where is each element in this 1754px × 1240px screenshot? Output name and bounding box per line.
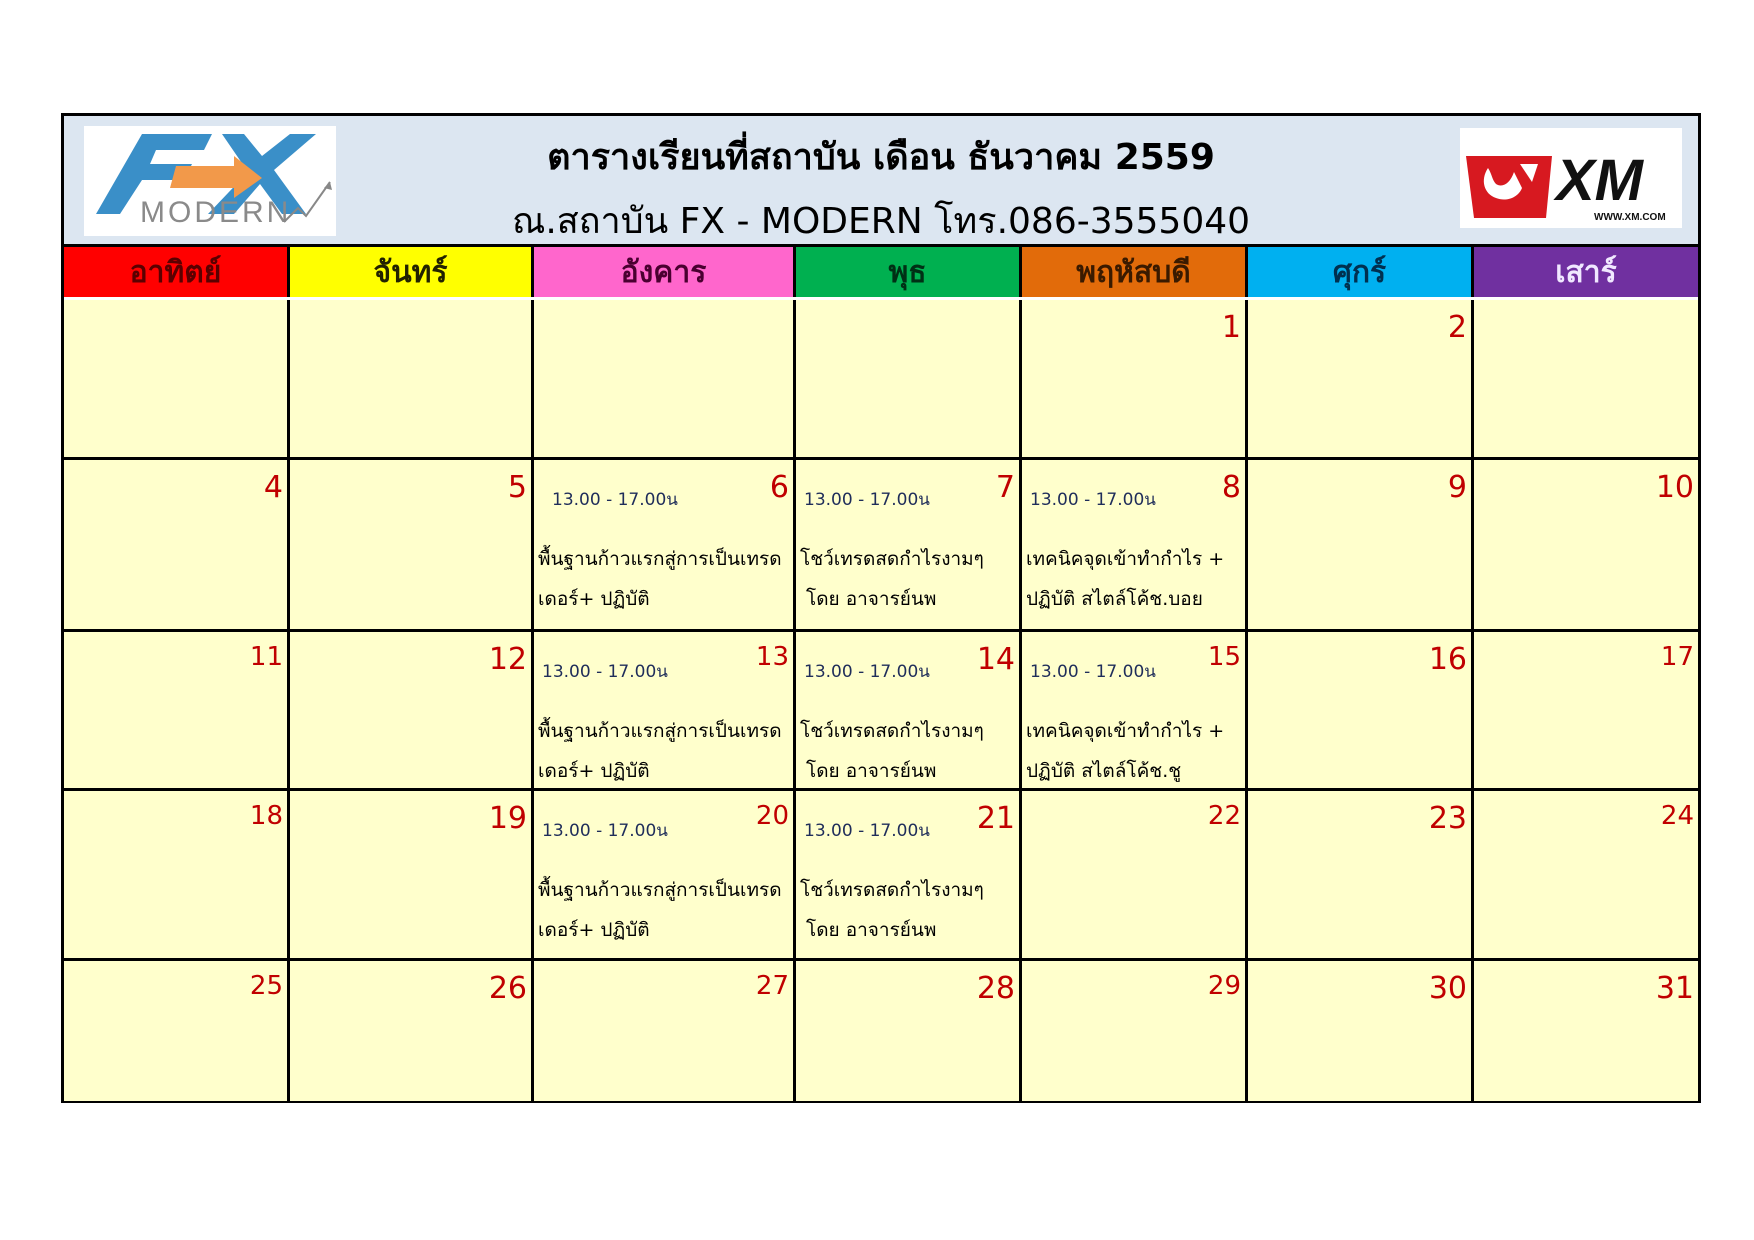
day-number: 21 (976, 801, 1015, 836)
class-time: 13.00 - 17.00น (542, 662, 668, 682)
class-detail: เดอร์+ ปฏิบัติ (538, 588, 650, 610)
class-time: 13.00 - 17.00น (1030, 490, 1156, 510)
weekday-header-row (64, 244, 1698, 306)
day-cell (1474, 300, 1698, 457)
class-time: 13.00 - 17.00น (804, 821, 930, 841)
day-cell (290, 961, 534, 1101)
class-detail: ปฏิบัติ สไตล์โค้ช.บอย (1026, 588, 1203, 610)
day-cell (64, 460, 290, 629)
day-number: 17 (1660, 642, 1694, 672)
day-cell (534, 791, 796, 958)
class-time: 13.00 - 17.00น (804, 490, 930, 510)
day-cell (64, 300, 290, 457)
day-cell (290, 460, 534, 629)
calendar (61, 113, 1701, 1103)
day-cell (1474, 791, 1698, 958)
day-cell (796, 791, 1022, 958)
class-detail: โดย อาจารย์นพ (806, 919, 937, 941)
class-title: โชว์เทรดสดกำไรงามๆ (800, 548, 984, 570)
day-cell (1022, 961, 1248, 1101)
day-cell (796, 300, 1022, 457)
week-row (64, 460, 1698, 632)
day-number: 23 (1428, 801, 1467, 836)
week-row (64, 961, 1698, 1104)
day-cell (1474, 632, 1698, 788)
class-time: 13.00 - 17.00น (1030, 662, 1156, 682)
day-cell (1022, 300, 1248, 457)
day-number: 30 (1428, 971, 1467, 1006)
day-cell (1474, 961, 1698, 1101)
weekday-thursday: พฤหัสบดี (1022, 247, 1248, 297)
day-number: 10 (1655, 470, 1694, 505)
weekday-tuesday: อังคาร (534, 247, 796, 297)
day-cell (1248, 460, 1474, 629)
weekday-sunday: อาทิตย์ (64, 247, 290, 297)
weekday-wednesday: พุธ (796, 247, 1022, 297)
day-cell (796, 632, 1022, 788)
day-number: 24 (1660, 801, 1694, 831)
day-cell (64, 791, 290, 958)
xm-logo (1460, 128, 1682, 228)
xm-logo-icon (1460, 128, 1682, 228)
day-cell (290, 791, 534, 958)
day-number: 4 (263, 470, 283, 505)
day-cell (290, 632, 534, 788)
day-cell (1022, 791, 1248, 958)
xm-logo-url: WWW.XM.COM (1594, 212, 1666, 223)
class-detail: เดอร์+ ปฏิบัติ (538, 919, 650, 941)
day-number: 2 (1447, 310, 1467, 345)
week-row (64, 791, 1698, 961)
class-title: เทคนิคจุดเข้าทำกำไร + (1026, 720, 1225, 742)
day-cell (290, 300, 534, 457)
day-cell (1248, 632, 1474, 788)
class-title: พื้นฐานก้าวแรกสู่การเป็นเทรด (538, 879, 782, 901)
day-cell (1248, 961, 1474, 1101)
day-cell (534, 460, 796, 629)
class-time: 13.00 - 17.00น (542, 821, 668, 841)
week-row (64, 300, 1698, 460)
day-cell (534, 300, 796, 457)
class-title: โชว์เทรดสดกำไรงามๆ (800, 720, 984, 742)
day-number: 27 (755, 971, 789, 1001)
class-time: 13.00 - 17.00น (552, 490, 678, 510)
day-number: 18 (249, 801, 283, 831)
day-number: 29 (1207, 971, 1241, 1001)
class-detail: เดอร์+ ปฏิบัติ (538, 760, 650, 782)
day-number: 8 (1221, 470, 1241, 505)
weekday-friday: ศุกร์ (1248, 247, 1474, 297)
day-number: 19 (488, 801, 527, 836)
day-number: 22 (1207, 801, 1241, 831)
day-number: 31 (1655, 971, 1694, 1006)
day-cell (1474, 460, 1698, 629)
class-title: พื้นฐานก้าวแรกสู่การเป็นเทรด (538, 720, 782, 742)
day-cell (796, 961, 1022, 1101)
page-title: ตารางเรียนที่สถาบัน เดือน ธันวาคม 2559 (547, 137, 1215, 178)
day-number: 14 (976, 642, 1015, 677)
day-number: 28 (976, 971, 1015, 1006)
class-title: พื้นฐานก้าวแรกสู่การเป็นเทรด (538, 548, 782, 570)
weekday-monday: จันทร์ (290, 247, 534, 297)
day-number: 20 (755, 801, 789, 831)
day-cell (796, 460, 1022, 629)
class-detail: ปฏิบัติ สไตล์โค้ช.ชู (1026, 760, 1182, 782)
weekday-saturday: เสาร์ (1474, 247, 1698, 297)
fx-logo-wordmark: MODERN (140, 196, 292, 229)
day-cell (64, 961, 290, 1101)
class-detail: โดย อาจารย์นพ (806, 760, 937, 782)
page-subtitle: ณ.สถาบัน FX - MODERN โทร.086-3555040 (511, 201, 1251, 242)
class-title: เทคนิคจุดเข้าทำกำไร + (1026, 548, 1225, 570)
day-cell (1248, 791, 1474, 958)
calendar-grid (64, 300, 1698, 1104)
day-number: 12 (488, 642, 527, 677)
class-time: 13.00 - 17.00น (804, 662, 930, 682)
day-number: 9 (1447, 470, 1467, 505)
day-cell (64, 632, 290, 788)
class-detail: โดย อาจารย์นพ (806, 588, 937, 610)
day-number: 1 (1221, 310, 1241, 345)
calendar-header (64, 116, 1698, 245)
day-cell (1022, 460, 1248, 629)
day-cell (534, 961, 796, 1101)
day-cell (534, 632, 796, 788)
day-number: 7 (995, 470, 1015, 505)
week-row (64, 632, 1698, 791)
day-number: 26 (488, 971, 527, 1006)
day-number: 15 (1207, 642, 1241, 672)
class-title: โชว์เทรดสดกำไรงามๆ (800, 879, 984, 901)
day-number: 6 (769, 470, 789, 505)
day-cell (1022, 632, 1248, 788)
xm-logo-wordmark: XM (1556, 148, 1643, 213)
day-number: 11 (249, 642, 283, 672)
day-cell (1248, 300, 1474, 457)
day-number: 25 (249, 971, 283, 1001)
day-number: 5 (507, 470, 527, 505)
day-number: 13 (755, 642, 789, 672)
day-number: 16 (1428, 642, 1467, 677)
